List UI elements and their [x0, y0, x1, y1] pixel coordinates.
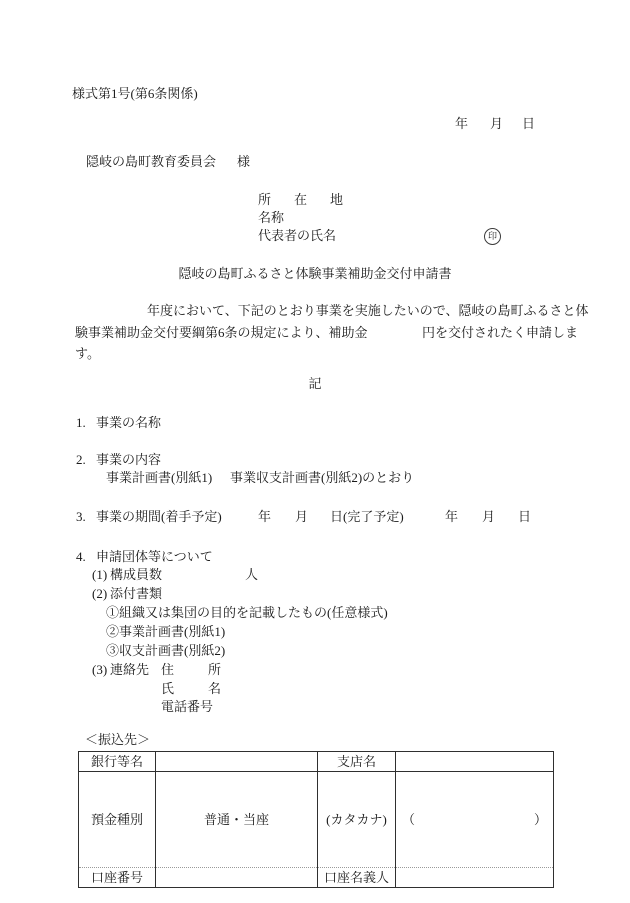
item-2-detail-2: 事業収支計画書(別紙2)のとおり	[230, 470, 415, 485]
heading-ki: 記	[308, 376, 322, 391]
account-holder-value-cell	[396, 868, 554, 888]
body-line-1: 年度において、下記のとおり事業を実施したいので、隠岐の島町ふるさと体	[147, 303, 589, 318]
addressee-line	[0, 153, 630, 170]
item-2-detail-line	[0, 469, 630, 486]
attachment-circled-1: ①組織又は集団の目的を記載したもの(任意様式)	[106, 605, 388, 620]
item-3-end-month-label: 月	[482, 509, 496, 524]
contact-name-label-b: 名	[208, 681, 222, 696]
document-title: 隠岐の島町ふるさと体験事業補助金交付申請書	[178, 266, 452, 281]
item-3-end-day-label: 日	[518, 509, 532, 524]
address-label-line	[0, 191, 630, 208]
item-4-label: 申請団体等について	[96, 549, 213, 564]
attachment-circled-3: ③収支計画書(別紙2)	[106, 643, 226, 658]
seal-icon	[484, 228, 501, 245]
name-label: 名称	[258, 210, 285, 225]
addressee-name: 隠岐の島町教育委員会	[86, 154, 217, 169]
contact-name-label-a: 氏	[161, 681, 175, 696]
contact-phone-label: 電話番号	[161, 699, 214, 714]
transfer-heading: ＜振込先＞	[85, 732, 151, 747]
item-2-number: 2.	[76, 452, 86, 467]
contact-address-label-b: 所	[208, 662, 222, 677]
contact-name-line	[0, 680, 630, 697]
item-2-detail-1: 事業計画書(別紙1)	[106, 470, 213, 485]
sub-1-label: 構成員数	[110, 567, 163, 582]
item-4-sub-3-line	[0, 661, 630, 678]
item-3-label: 事業の期間(着手予定)	[96, 509, 222, 524]
date-month-label: 月	[490, 116, 504, 131]
representative-line	[0, 227, 630, 244]
item-3-line	[0, 508, 630, 525]
date-year-label: 年	[455, 116, 469, 131]
sub-3-number: (3)	[92, 662, 108, 677]
branch-name-value-cell	[396, 752, 554, 772]
item-4-sub-2-line	[0, 585, 630, 602]
body-line-2	[0, 324, 630, 341]
item-1-label: 事業の名称	[96, 415, 162, 430]
contact-address-label-a: 住	[161, 662, 175, 677]
item-2-line	[0, 451, 630, 468]
account-type-label: 預金種別	[79, 772, 156, 868]
item-3-start-day-completion-label: 日(完了予定)	[330, 509, 404, 524]
addressee-honorific: 様	[237, 154, 251, 169]
katakana-label: (カタカナ)	[318, 772, 396, 868]
table-row-bank	[79, 752, 554, 772]
representative-label: 代表者の氏名	[258, 228, 337, 243]
attachment-circled-2: ②事業計画書(別紙1)	[106, 624, 226, 639]
address-label-char-2: 在	[293, 192, 307, 207]
table-row-account-number	[79, 868, 554, 888]
date-day-label: 日	[522, 116, 536, 131]
sub-1-unit-label: 人	[245, 567, 259, 582]
sub-3-label: 連絡先	[110, 662, 150, 677]
bank-name-label: 銀行等名	[79, 752, 156, 772]
account-type-value: 普通・当座	[156, 772, 318, 868]
item-2-label: 事業の内容	[96, 452, 162, 467]
form-number: 様式第1号(第6条関係)	[72, 86, 198, 101]
katakana-open-paren: （	[402, 812, 416, 827]
transfer-table	[78, 751, 554, 888]
sub-1-number: (1)	[92, 567, 108, 582]
item-4-number: 4.	[76, 549, 86, 564]
table-row-account-type	[79, 772, 554, 868]
item-3-start-month-label: 月	[295, 509, 309, 524]
item-4-sub-1-line	[0, 566, 630, 583]
seal-character: 印	[487, 231, 497, 241]
branch-name-label: 支店名	[318, 752, 396, 772]
item-3-start-year-label: 年	[258, 509, 272, 524]
sub-2-number: (2)	[92, 586, 108, 601]
item-1-number: 1.	[76, 415, 86, 430]
date-line	[0, 115, 630, 132]
item-1-line	[0, 414, 630, 431]
item-3-end-year-label: 年	[445, 509, 459, 524]
katakana-close-paren: ）	[533, 812, 547, 827]
item-3-number: 3.	[76, 509, 86, 524]
address-label-char-3: 地	[329, 192, 343, 207]
body-line-2-right: 円を交付されたく申請しま	[422, 325, 579, 340]
item-4-line	[0, 548, 630, 565]
bank-name-value-cell	[156, 752, 318, 772]
body-line-3: す。	[75, 346, 100, 361]
account-holder-label: 口座名義人	[318, 868, 396, 888]
sub-2-label: 添付書類	[110, 586, 163, 601]
katakana-value-cell	[396, 772, 554, 868]
account-number-value-cell	[156, 868, 318, 888]
account-number-label: 口座番号	[79, 868, 156, 888]
address-label-char-1: 所	[258, 192, 272, 207]
body-line-2-left: 験事業補助金交付要綱第6条の規定により、補助金	[75, 325, 368, 340]
